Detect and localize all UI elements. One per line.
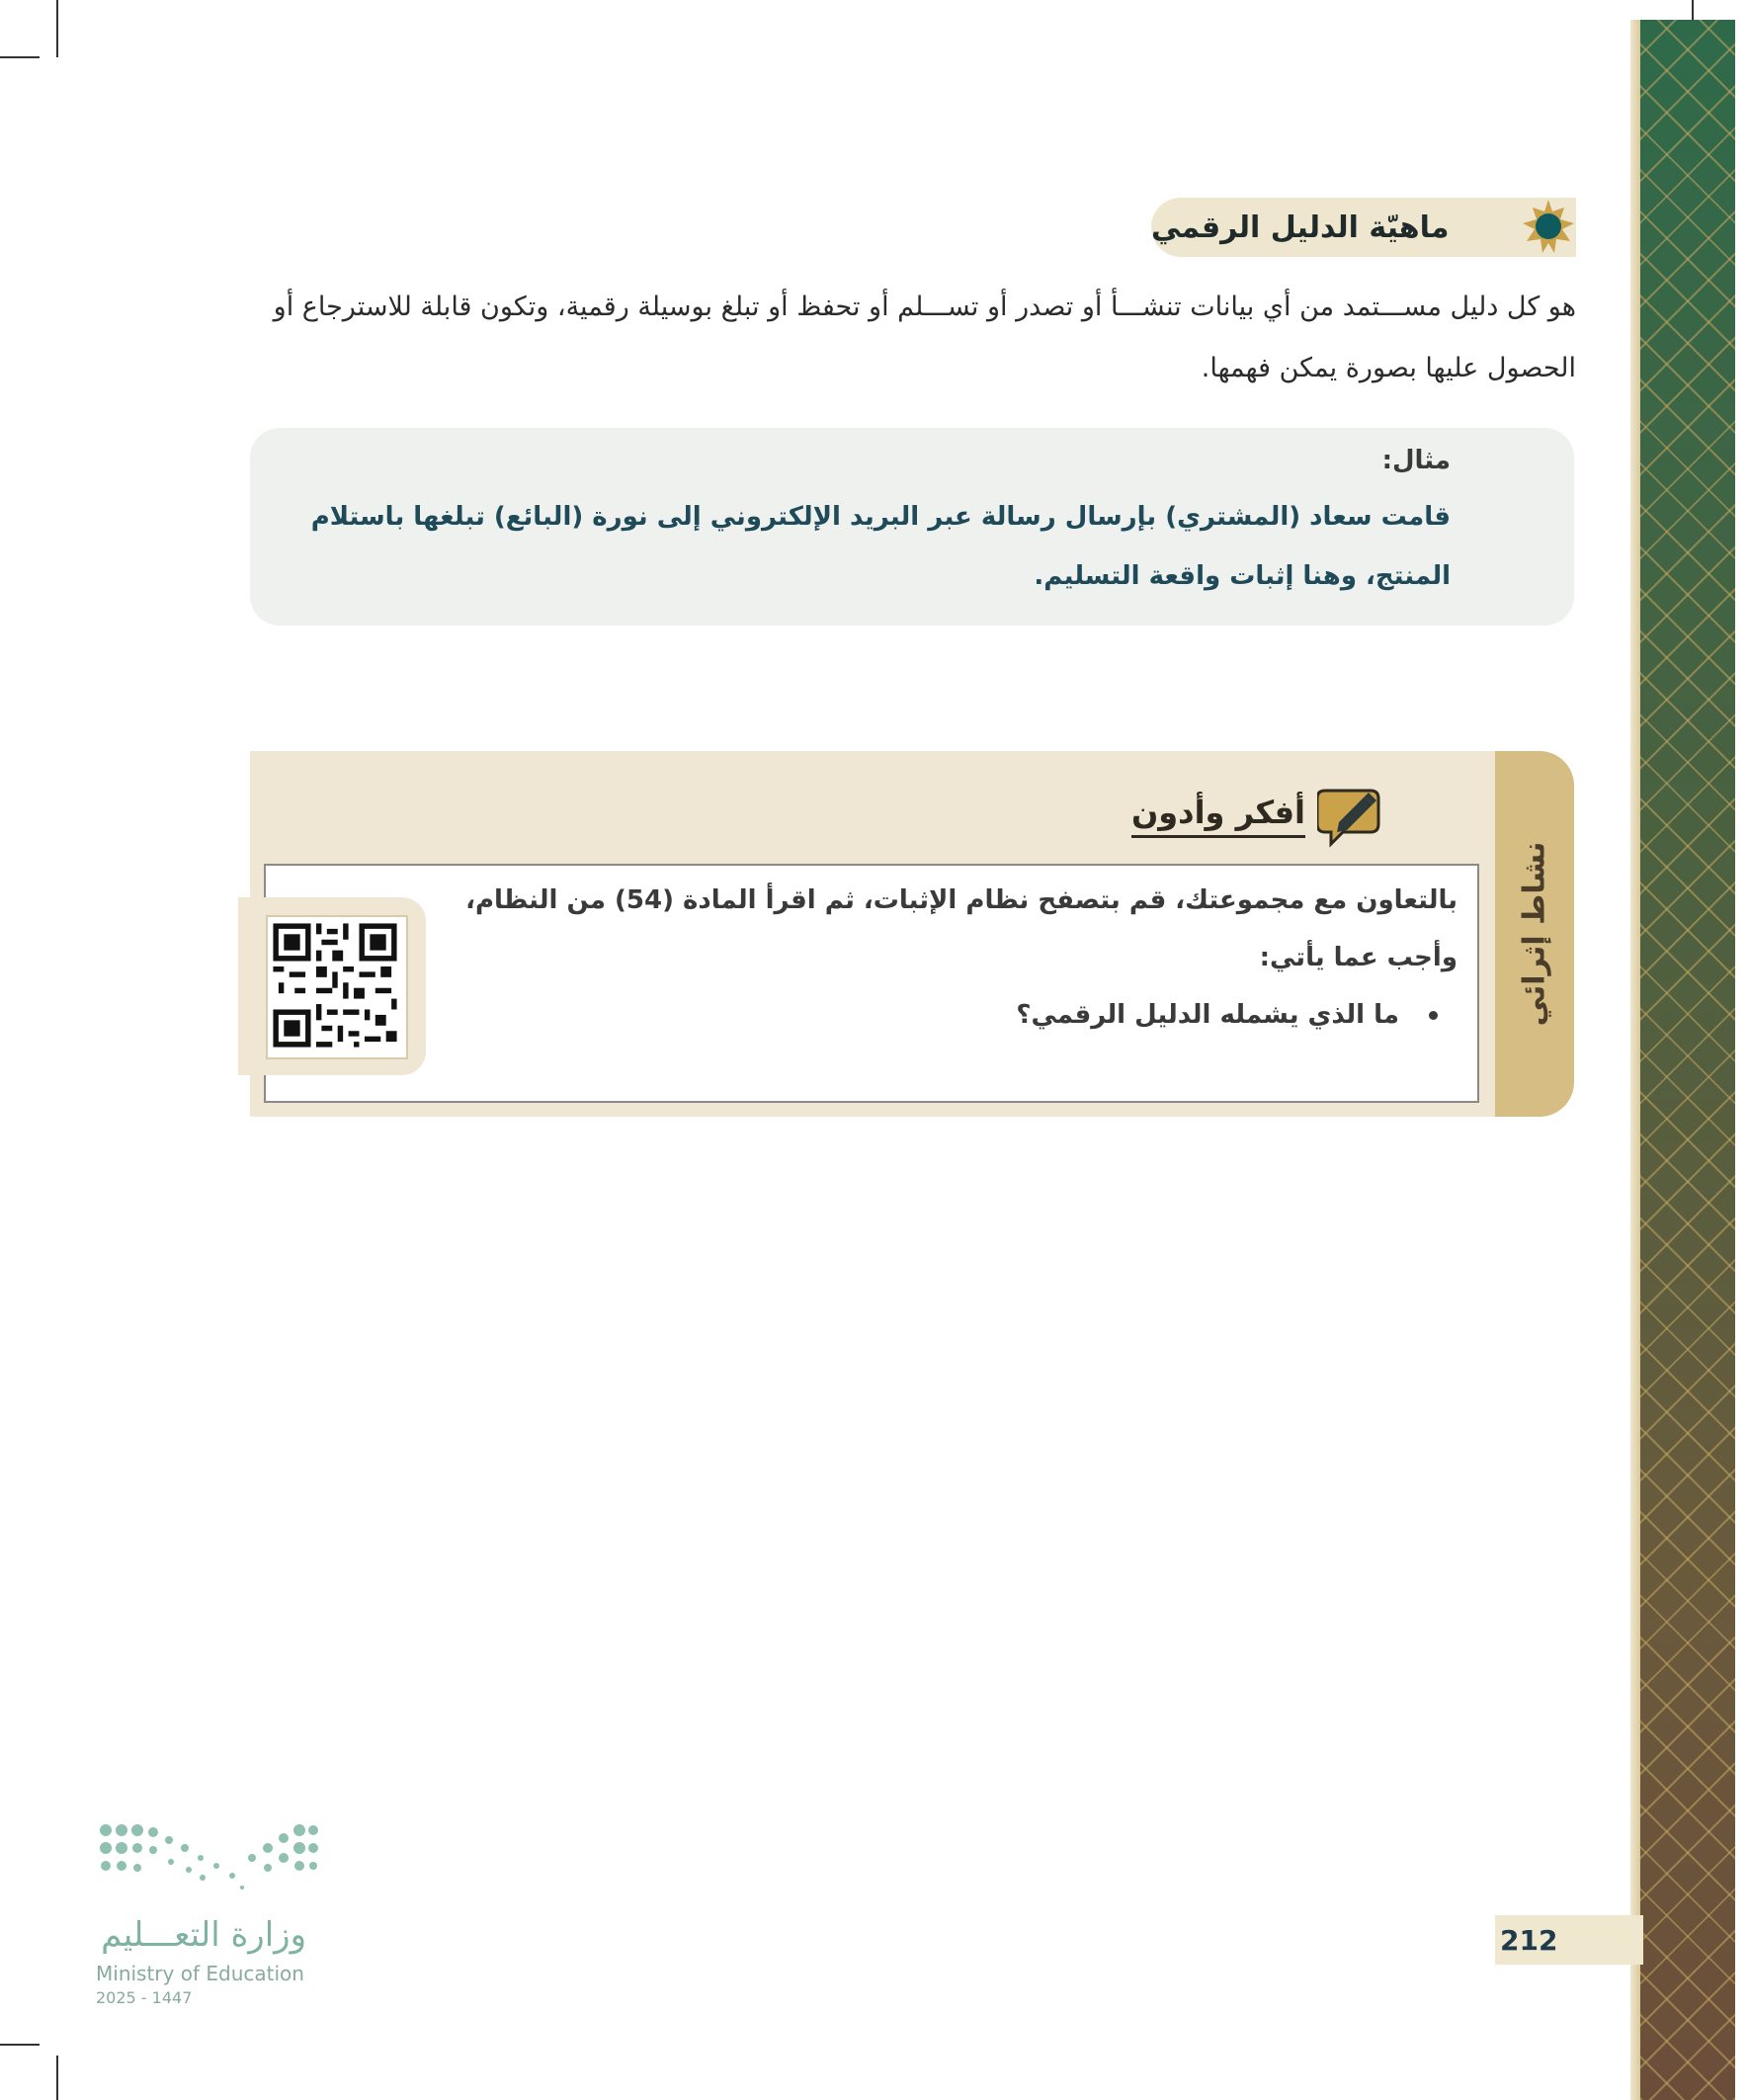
task-text [430, 872, 1458, 1044]
enrichment-activity [250, 751, 1574, 1117]
task-instruction: بالتعاون مع مجموعتك، قم بتصفح نظام الإثبات، ثم اقرأ المادة (54) من النظام، وأجب عما يأتي: [465, 885, 1458, 972]
activity-heading-text: أفكر وأدون [1131, 794, 1305, 838]
activity-heading [1131, 781, 1386, 850]
example-label: مثال: [1381, 446, 1451, 475]
activity-tab-label: نشاط إثرائي [1517, 841, 1552, 1027]
pencil-speech-icon [1317, 781, 1386, 850]
ministry-name-arabic: وزارة التعـــليم [101, 1915, 306, 1955]
crop-mark [0, 56, 40, 58]
crop-mark [56, 0, 58, 57]
section-title-text: ماهيّة الدليل الرقمي [1151, 210, 1450, 245]
ministry-year: 2025 - 1447 [96, 1988, 193, 2007]
star-bullet-icon [1519, 198, 1578, 257]
ministry-dots-icon [94, 1818, 321, 1897]
activity-tab [1495, 751, 1574, 1117]
qr-code[interactable] [266, 915, 408, 1059]
ministry-name-english: Ministry of Education [96, 1962, 304, 1985]
decorative-border [1640, 20, 1735, 2100]
ministry-logo [94, 1818, 321, 2007]
qr-code-icon [268, 917, 402, 1053]
page-number: 212 [1495, 1915, 1643, 1965]
activity-body [250, 751, 1495, 1117]
example-box [250, 428, 1574, 626]
qr-card [238, 897, 426, 1075]
example-text: قامت سعاد (المشتري) بإرسال رسالة عبر البريد الإلكتروني إلى نورة (البائع) تبلغها باستلام المنتج، وهنا إثبات واقعة التسليم. [310, 502, 1451, 591]
definition-paragraph: هو كل دليل مســـتمد من أي بيانات تنشـــأ أو تصدر أو تســـلم أو تحفظ أو تبلغ بوسيلة رقمية، وتكون قابلة للاسترجاع أو الحصول عليها بصورة يمكن فهمها. [273, 292, 1576, 383]
bullet-dot-icon [1429, 1011, 1438, 1020]
section-title [1151, 198, 1576, 257]
crop-mark [0, 2044, 40, 2046]
crop-mark [1692, 0, 1694, 20]
crop-mark [56, 2056, 58, 2100]
bullet-item [430, 986, 1438, 1044]
task-box [264, 864, 1479, 1103]
bullet-text: ما الذي يشمله الدليل الرقمي؟ [1016, 1000, 1399, 1030]
